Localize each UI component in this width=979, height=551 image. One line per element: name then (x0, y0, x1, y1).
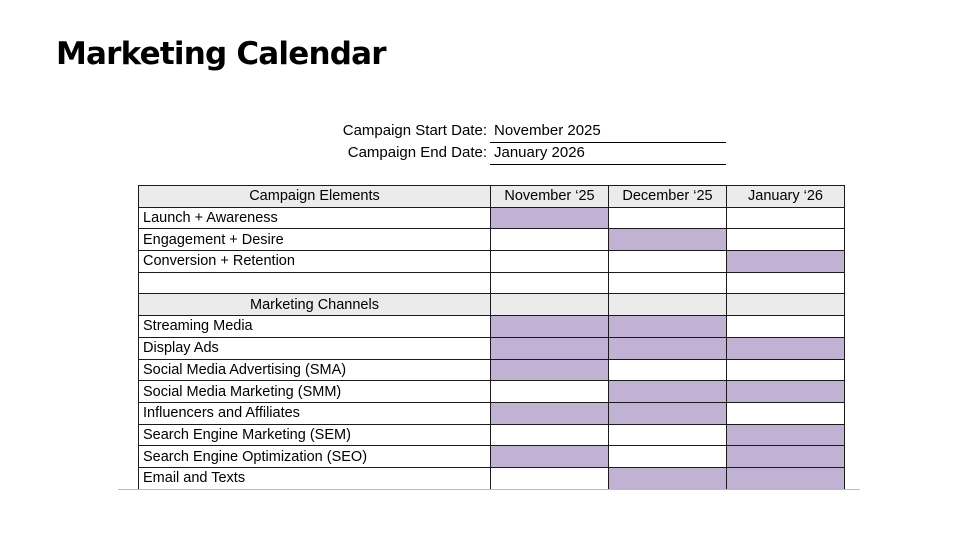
month-header: November ‘25 (491, 186, 609, 208)
scheduled-cell (491, 337, 609, 359)
scheduled-cell (491, 207, 609, 229)
empty-cell (491, 272, 609, 294)
empty-cell (491, 467, 609, 489)
channel-row (139, 446, 845, 468)
element-row (139, 207, 845, 229)
scheduled-cell (609, 229, 727, 251)
empty-cell (491, 229, 609, 251)
empty-cell (727, 272, 845, 294)
header-cell (491, 294, 609, 316)
scheduled-cell (727, 381, 845, 403)
row-label: Conversion + Retention (139, 251, 491, 273)
empty-cell (491, 424, 609, 446)
row-label: Search Engine Optimization (SEO) (139, 446, 491, 468)
scheduled-cell (609, 402, 727, 424)
channel-row (139, 402, 845, 424)
scheduled-cell (727, 446, 845, 468)
scheduled-cell (491, 359, 609, 381)
channel-row (139, 337, 845, 359)
month-header: December ‘25 (609, 186, 727, 208)
channel-row (139, 359, 845, 381)
end-date-label: Campaign End Date: (347, 144, 487, 161)
marketing-calendar-table (138, 185, 845, 490)
scheduled-cell (491, 446, 609, 468)
channel-row (139, 467, 845, 489)
end-date-row (300, 141, 730, 163)
scheduled-cell (609, 467, 727, 489)
row-label: Streaming Media (139, 316, 491, 338)
month-header: January ‘26 (727, 186, 845, 208)
end-date-value: January 2026 (490, 141, 726, 165)
element-row (139, 251, 845, 273)
channel-row (139, 381, 845, 403)
scheduled-cell (491, 316, 609, 338)
empty-cell (727, 359, 845, 381)
scheduled-cell (609, 337, 727, 359)
start-date-label: Campaign Start Date: (342, 122, 487, 139)
scheduled-cell (727, 467, 845, 489)
row-label: Social Media Marketing (SMM) (139, 381, 491, 403)
row-label: Engagement + Desire (139, 229, 491, 251)
scheduled-cell (727, 337, 845, 359)
row-label (139, 272, 491, 294)
scheduled-cell (491, 402, 609, 424)
elements-header-row (139, 186, 845, 208)
spacer-row (139, 272, 845, 294)
element-row (139, 229, 845, 251)
empty-cell (727, 402, 845, 424)
start-date-value: November 2025 (490, 119, 726, 143)
row-label: Search Engine Marketing (SEM) (139, 424, 491, 446)
scheduled-cell (727, 251, 845, 273)
channel-row (139, 424, 845, 446)
elements-header: Campaign Elements (139, 186, 491, 208)
page-title: Marketing Calendar (56, 36, 386, 72)
empty-cell (609, 424, 727, 446)
row-label: Social Media Advertising (SMA) (139, 359, 491, 381)
empty-cell (609, 207, 727, 229)
scheduled-cell (609, 381, 727, 403)
empty-cell (609, 272, 727, 294)
header-cell (609, 294, 727, 316)
empty-cell (609, 251, 727, 273)
channels-header-row (139, 294, 845, 316)
empty-cell (609, 446, 727, 468)
scheduled-cell (727, 424, 845, 446)
calendar-body (139, 186, 845, 490)
channels-header: Marketing Channels (139, 294, 491, 316)
row-label: Display Ads (139, 337, 491, 359)
empty-cell (491, 251, 609, 273)
empty-cell (491, 381, 609, 403)
empty-cell (727, 229, 845, 251)
empty-cell (727, 316, 845, 338)
row-label: Influencers and Affiliates (139, 402, 491, 424)
slide-divider (118, 489, 860, 490)
channel-row (139, 316, 845, 338)
start-date-row (300, 119, 730, 141)
scheduled-cell (609, 316, 727, 338)
empty-cell (609, 359, 727, 381)
header-cell (727, 294, 845, 316)
row-label: Launch + Awareness (139, 207, 491, 229)
empty-cell (727, 207, 845, 229)
row-label: Email and Texts (139, 467, 491, 489)
